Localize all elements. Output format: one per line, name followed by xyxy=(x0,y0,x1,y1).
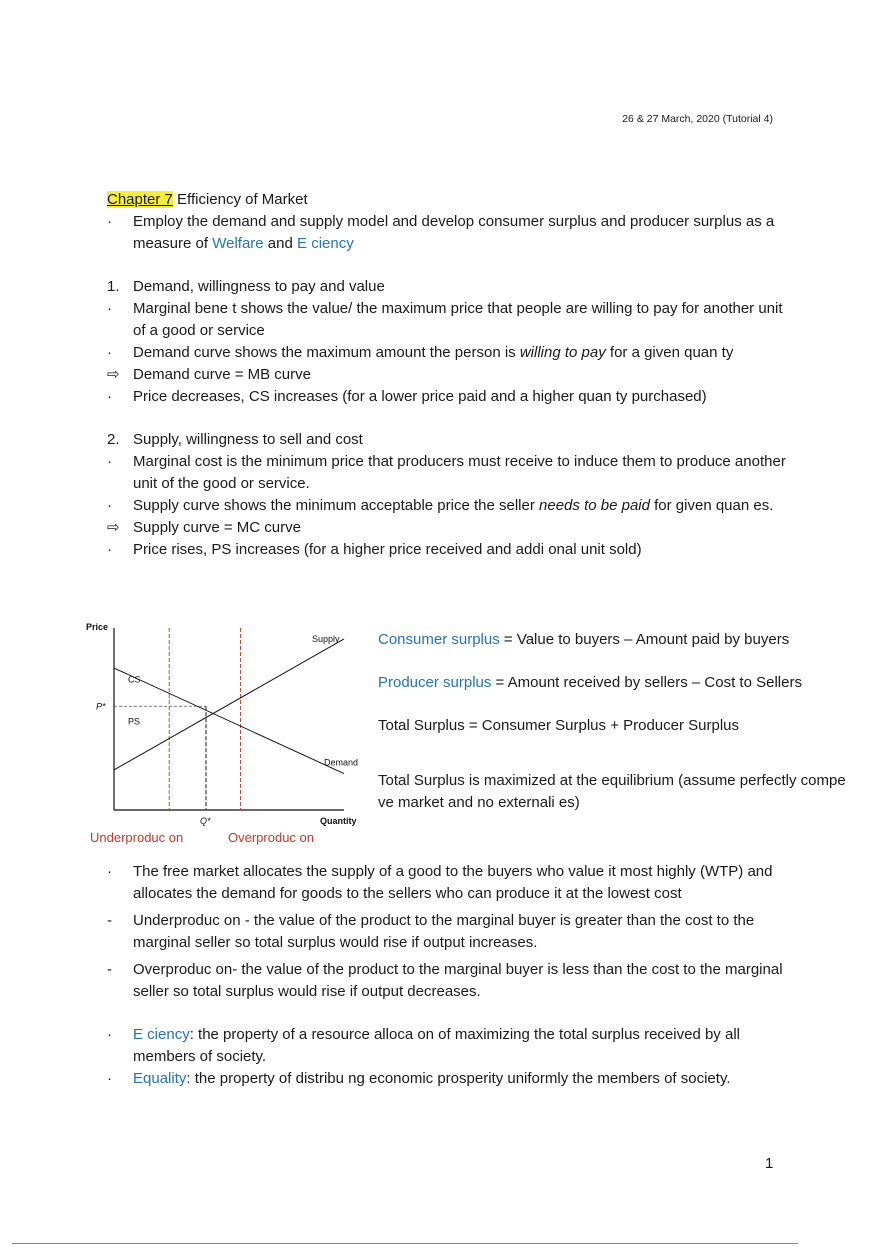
list-item: · Supply curve shows the minimum acceptable price the seller needs to be paid for given quan es. xyxy=(107,495,787,517)
bullet-icon: · xyxy=(107,453,112,470)
list-item: ⇨ Supply curve = MC curve xyxy=(107,517,787,539)
demand-curve xyxy=(114,668,344,774)
total-surplus-max: Total Surplus is maximized at the equilibrium (assume perfectly compe ve market and no externali es) xyxy=(378,772,846,811)
document-date: 26 & 27 March, 2020 (Tutorial 4) xyxy=(622,113,773,125)
list-item: · Price decreases, CS increases (for a lower price paid and a higher quan ty purchased) xyxy=(107,386,787,408)
demand-heading: 1. Demand, willingness to pay and value xyxy=(107,278,385,295)
chapter-label: Chapter 7 xyxy=(107,191,173,208)
list-item: · Marginal cost is the minimum price that producers must receive to induce them to produce another unit of the good or service. xyxy=(107,453,786,492)
bullet-icon: · xyxy=(107,1026,112,1043)
surplus-definitions xyxy=(378,629,858,814)
bullet-icon: · xyxy=(107,863,112,880)
page-number: 1 xyxy=(765,1155,774,1172)
list-item: - Underproduc on - the value of the product to the marginal buyer is greater than the cost to the marginal seller so total surplus would rise if output increases. xyxy=(107,912,755,951)
underproduction-label: Underproduc on xyxy=(90,830,184,845)
q-star-label: Q* xyxy=(200,816,211,826)
producer-surplus-def: Producer surplus = Amount received by sellers – Cost to Sellers xyxy=(378,674,802,691)
equality-term: Equality xyxy=(133,1070,187,1087)
dash-icon: - xyxy=(107,961,112,978)
footer-divider xyxy=(12,1243,798,1244)
p-star-label: P* xyxy=(96,701,106,712)
arrow-icon: ⇨ xyxy=(107,519,120,536)
supply-heading: 2. Supply, willingness to sell and cost xyxy=(107,431,363,448)
welfare-term: Welfare xyxy=(212,235,264,252)
bullet-icon: · xyxy=(107,388,112,405)
list-item: ⇨ Demand curve = MB curve xyxy=(107,364,787,386)
supply-curve xyxy=(114,639,344,770)
list-item: · The free market allocates the supply of a good to the buyers who value it most highly (WTP) and allocates the demand for goods to the sellers who can produce it at the lowest cost xyxy=(107,863,773,902)
bullet-icon: · xyxy=(107,344,112,361)
supply-demand-chart xyxy=(84,618,374,828)
total-surplus-def: Total Surplus = Consumer Surplus + Producer Surplus xyxy=(378,717,740,734)
cs-region-label: CS xyxy=(128,674,141,685)
efficiency-term: E ciency xyxy=(297,235,354,252)
bullet-icon: · xyxy=(107,213,112,230)
list-item: · Equality: the property of distribu ng economic prosperity uniformly the members of society. xyxy=(107,1068,787,1090)
ps-region-label: PS xyxy=(128,716,141,727)
list-item: · E ciency: the property of a resource alloca on of maximizing the total surplus received by all members of society. xyxy=(107,1026,740,1065)
supply-label: Supply xyxy=(312,633,340,644)
y-axis-label: Price xyxy=(86,622,109,632)
conclusion-block xyxy=(107,861,787,1090)
list-item: - Overproduc on- the value of the product to the marginal buyer is less than the cost to the marginal seller so total surplus would rise if output decreases. xyxy=(107,961,783,1000)
chapter-title: Efficiency of Market xyxy=(177,191,308,208)
bullet-icon: · xyxy=(107,541,112,558)
bullet-icon: · xyxy=(107,300,112,317)
arrow-icon: ⇨ xyxy=(107,366,120,383)
chapter-heading xyxy=(107,189,787,211)
overproduction-label: Overproduc on xyxy=(228,830,314,845)
bullet-icon: · xyxy=(107,1070,112,1087)
dash-icon: - xyxy=(107,912,112,929)
main-text-block xyxy=(107,189,787,561)
list-item: · Demand curve shows the maximum amount the person is willing to pay for a given quan ty xyxy=(107,342,787,364)
intro-bullet: · Employ the demand and supply model and develop consumer surplus and producer surplus as a measure of Welfare and E ciency xyxy=(107,213,775,252)
efficiency-term: E ciency xyxy=(133,1026,190,1043)
bullet-icon: · xyxy=(107,497,112,514)
list-item: · Price rises, PS increases (for a higher price received and addi onal unit sold) xyxy=(107,539,787,561)
consumer-surplus-def: Consumer surplus = Value to buyers – Amount paid by buyers xyxy=(378,631,790,648)
list-item: · Marginal bene t shows the value/ the maximum price that people are willing to pay for another unit of a good or service xyxy=(107,300,783,339)
x-axis-label: Quantity xyxy=(320,816,357,826)
demand-label: Demand xyxy=(324,757,359,768)
